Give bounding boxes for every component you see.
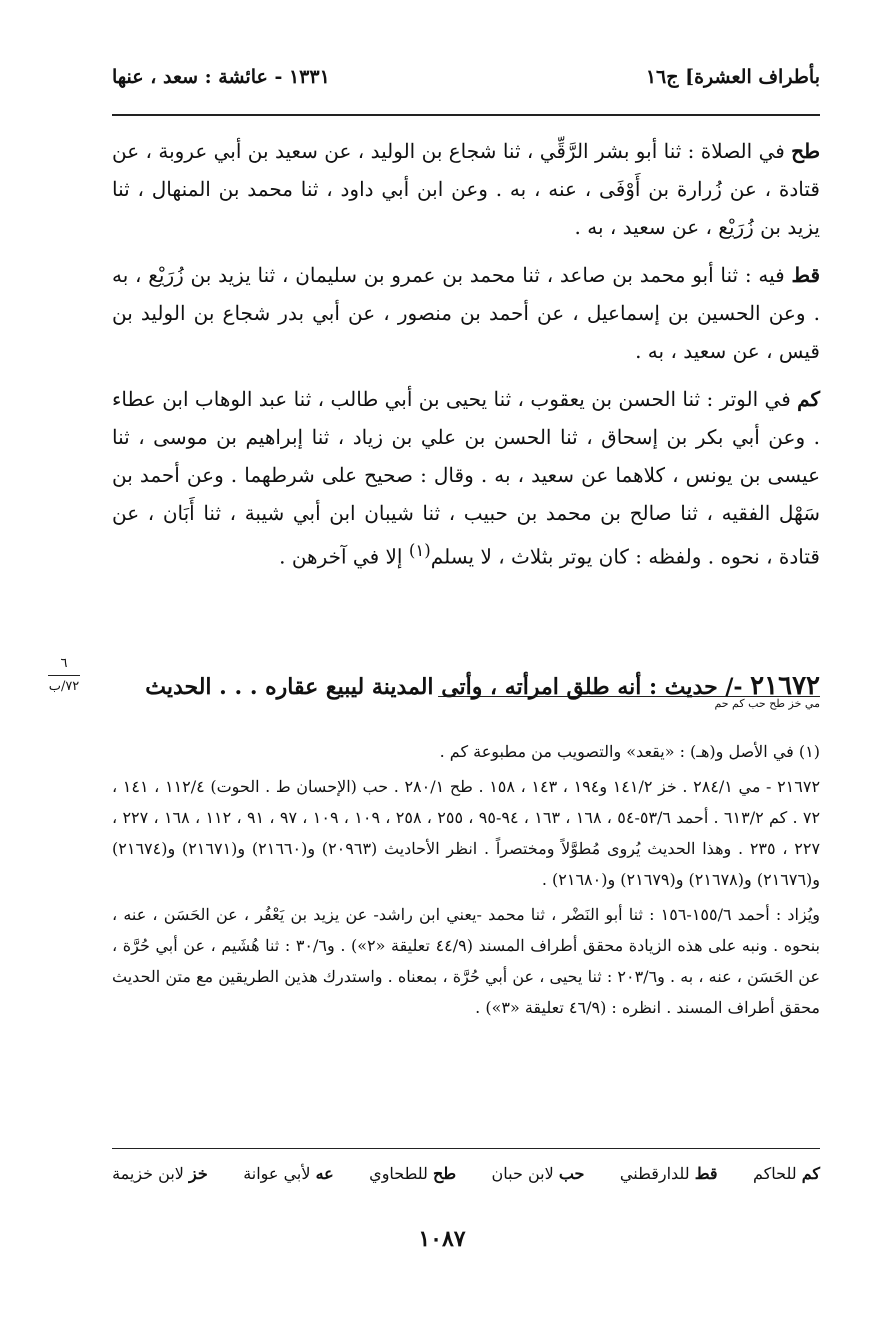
legend-divider [112,1148,820,1149]
footnotes [112,736,820,1027]
abbreviation-legend [112,1160,820,1188]
header-book-title: بأطراف العشرة] ج١٦ [645,66,820,88]
margin-ref-divider [48,675,80,676]
legend-item: قط للدارقطني [619,1164,718,1183]
header-section-title: ١٣٣١ - عائشة : سعد ، عنها [112,66,330,88]
paragraph-hakim [112,380,820,576]
footnote-marker: (١) [408,541,431,560]
margin-ref-top: ٦ [60,656,68,671]
footnote-2: ٢١٦٧٢ - مي ٢٨٤/١ . خز ١٤١/٢ و١٩٤ ، ١٤٣ ، ١٥٨ . طح ٢٨٠/١ . حب (الإحسان ط . الحوت) ١١٢/٤ ، ١٤١ ، ٧٢ . كم ٦١٣/٢ . أحمد ٥٣/٦-٥٤ ، ١٦٨ ، ١٦٣ ، ٩٤-٩٥ ، ٢٥٥ ، ٢٥٨ ، ١٠٩ ، ١٠٩ ، ٩٧ ، ٩١ ، ١١٢ ، ١٦٨ ، ٢٢٧ ، ٢٢٧ ، ٢٣٥ . وهذا الحديث يُروى مُطوَّلاً ومختصراً . انظر الأحاديث (٢٠٩٦٣) و(٢١٦٦٠) و(٢١٦٧١) و(٢١٦٧٤) و(٢١٦٧٦) و(٢١٦٧٨) و(٢١٦٧٩) و(٢١٦٨٠) . [112,777,821,889]
legend-item: عه لأبي عوانة [243,1164,334,1183]
margin-ref-bottom: ٧٢/ب [48,679,80,694]
legend-item: طح للطحاوي [369,1164,457,1183]
margin-reference [44,655,84,696]
main-text [112,132,820,586]
hadith-number: ٢١٦٧٢ [750,671,820,701]
running-header [112,62,820,96]
paragraph-text: في الصلاة : ثنا أبو بشر الرَّقِّي ، ثنا شجاع بن الوليد ، عن سعيد بن أبي عروبة ، عن قتادة ، عن زُرارة بن أَوْفَى ، عنه ، به . وعن ابن أبي داود ، ثنا محمد بن المنهال ، ثنا يزيد بن زُرَيْع ، عن سعيد ، به . [112,139,820,239]
paragraph-text: في الوتر : ثنا الحسن بن يعقوب ، ثنا يحيى بن أبي طالب ، ثنا عبد الوهاب ابن عطاء . وعن أبي بكر بن إسحاق ، ثنا الحسن بن علي بن زياد ، ثنا إبراهيم بن موسى ، ثنا عيسى بن يونس ، كلاهما عن سعيد ، به . وقال : صحيح على شرطهما . وعن أحمد بن سَهْل الفقيه ، ثنا صالح بن محمد بن حبيب ، ثنا شيبان ابن أبي شيبة ، ثنا أَبَان ، عن قتادة ، نحوه . ولفظه : كان يوتر بثلاث ، لا يسلم [112,387,820,569]
paragraph-daraqutni [112,256,820,370]
header-divider [112,114,820,116]
hadith-marker: -/ [717,674,751,700]
paragraph-text: فيه : ثنا أبو محمد بن صاعد ، ثنا محمد بن عمرو بن سليمان ، ثنا يزيد بن زُرَيْع ، به . وعن الحسين بن إسماعيل ، عن أحمد بن منصور ، عن أبي بدر شجاع بن الوليد بن قيس ، عن سعيد ، به . [112,263,820,363]
page-number: ١٠٨٧ [418,1226,466,1252]
footnote-3: ويُزاد : أحمد ١٥٥/٦-١٥٦ : ثنا أبو النَضْر ، ثنا محمد -يعني ابن راشد- عن يزيد بن يَعْفُر ، عن الحَسَن ، عنه ، بنحوه . ونبه على هذه الزيادة محقق أطراف المسند (٤٤/٩ تعليقة «٢») . و٣٠/٦ : ثنا هُشَيم ، عن أبي حُرَّة ، عن الحَسَن ، عنه ، به . و٢٠٣/٦ : ثنا يحيى ، عن أبي حُرَّة ، بمعناه . واستدرك هذين الطريقين مع متن الحديث محقق أطراف المسند . انظره : (٤٦/٩ تعليقة «٣») . [112,905,821,1017]
source-abbr: قط [791,263,821,287]
legend-item: حب لابن حبان [491,1164,585,1183]
hadith-sources: مي خز طح حب كم حم [438,696,820,711]
paragraph-text-end: إلا في آخرهن . [279,544,409,569]
legend-item: خز لابن خزيمة [112,1164,208,1183]
source-abbr: كم [797,387,820,411]
hadith-title: حديث : أنه طلق امرأته ، وأتى المدينة ليبيع عقاره . . . الحديث [145,674,718,700]
paragraph-tahawi [112,132,820,246]
source-abbr: طح [791,139,820,163]
footnote-1: (١) في الأصل و(هـ) : «يقعد» والتصويب من مطبوعة كم . [439,742,820,761]
legend-item: كم للحاكم [753,1164,820,1183]
